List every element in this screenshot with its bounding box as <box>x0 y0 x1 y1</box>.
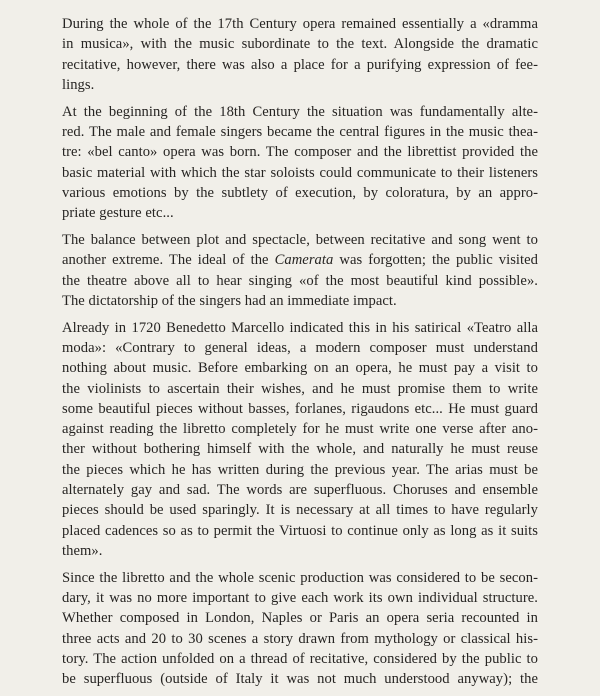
paragraph-1 <box>62 14 538 95</box>
body-text <box>62 14 538 696</box>
text-line: The balance between plot and spectacle, between recitative and song went to <box>62 231 538 248</box>
text-line: Since the libretto and the whole scenic production was considered to be secon- <box>62 569 538 586</box>
text-line: nothing about music. Before embarking on an opera, he must pay a visit to <box>62 360 538 377</box>
text-line: be superfluous (outside of Italy it was not much understood anyway); the <box>62 671 538 688</box>
text-line: the pieces which he has written during the previous year. The arias must be <box>62 461 538 478</box>
text-line: them». <box>62 542 103 559</box>
text-line: tre: «bel canto» opera was born. The composer and the librettist provided the <box>62 144 538 161</box>
text-line: three acts and 20 to 30 scenes a story drawn from mythology or classical his- <box>62 630 538 647</box>
text-line: another extreme. The ideal of the Camerata was forgotten; the public visited <box>62 252 539 269</box>
text-line: some beautiful pieces without basses, forlanes, rigaudons etc... He must guard <box>62 400 538 417</box>
camerata-italic: Camerata <box>274 252 334 269</box>
text-line: priate gesture etc... <box>62 205 174 222</box>
text-line: Whether composed in London, Naples or Paris an opera seria recounted in <box>62 610 538 627</box>
paragraph-2 <box>62 102 538 224</box>
text-line: against reading the libretto completely for he must write one verse after ano- <box>62 421 538 438</box>
text-line: The dictatorship of the singers had an immediate impact. <box>62 292 397 309</box>
text-line: During the whole of the 17th Century opera remained essentially a «dramma <box>62 16 538 32</box>
text-line: ther without bothering himself with the whole, and naturally he must reuse <box>62 441 538 458</box>
text-line: placed cadences so as to permit the Virtuosi to continue only as long as it suits <box>62 522 538 539</box>
paragraph-5 <box>62 568 538 690</box>
text-line: At the beginning of the 18th Century the situation was fundamentally alte- <box>62 103 538 120</box>
text-line: in musica», with the music subordinate to the text. Alongside the dramatic <box>62 36 538 53</box>
text-line: Already in 1720 Benedetto Marcello indicated this in his satirical «Teatro alla <box>62 319 538 336</box>
text-line: the violinists to ascertain their wishes, and he must promise them to write <box>62 380 538 397</box>
text-line: moda»: «Contrary to general ideas, a modern composer must understand <box>62 339 538 356</box>
text-line: various emotions by the subtlety of execution, by coloratura, by an appro- <box>62 184 538 201</box>
text-line: alternately gay and sad. The words are superfluous. Choruses and ensemble <box>62 482 538 499</box>
text-line: red. The male and female singers became the central figures in the music thea- <box>62 123 538 140</box>
text-line: pieces should be used sparingly. It is necessary at all times to have regularly <box>62 502 538 519</box>
text-line: basic material with which the star soloists could communicate to their listeners <box>62 164 538 181</box>
text-line: dary, it was no more important to give each work its own individual structure. <box>62 590 538 607</box>
text-line: tory. The action unfolded on a thread of recitative, considered by the public to <box>62 650 538 667</box>
text-line: the theatre above all to hear singing «of the most beautiful kind possible». <box>62 272 538 289</box>
text-line: lings. <box>62 76 95 93</box>
text-line: recitative, however, there was also a place for a purifying expression of fee- <box>62 56 538 73</box>
paragraph-3 <box>62 230 538 311</box>
paragraph-4 <box>62 318 538 562</box>
